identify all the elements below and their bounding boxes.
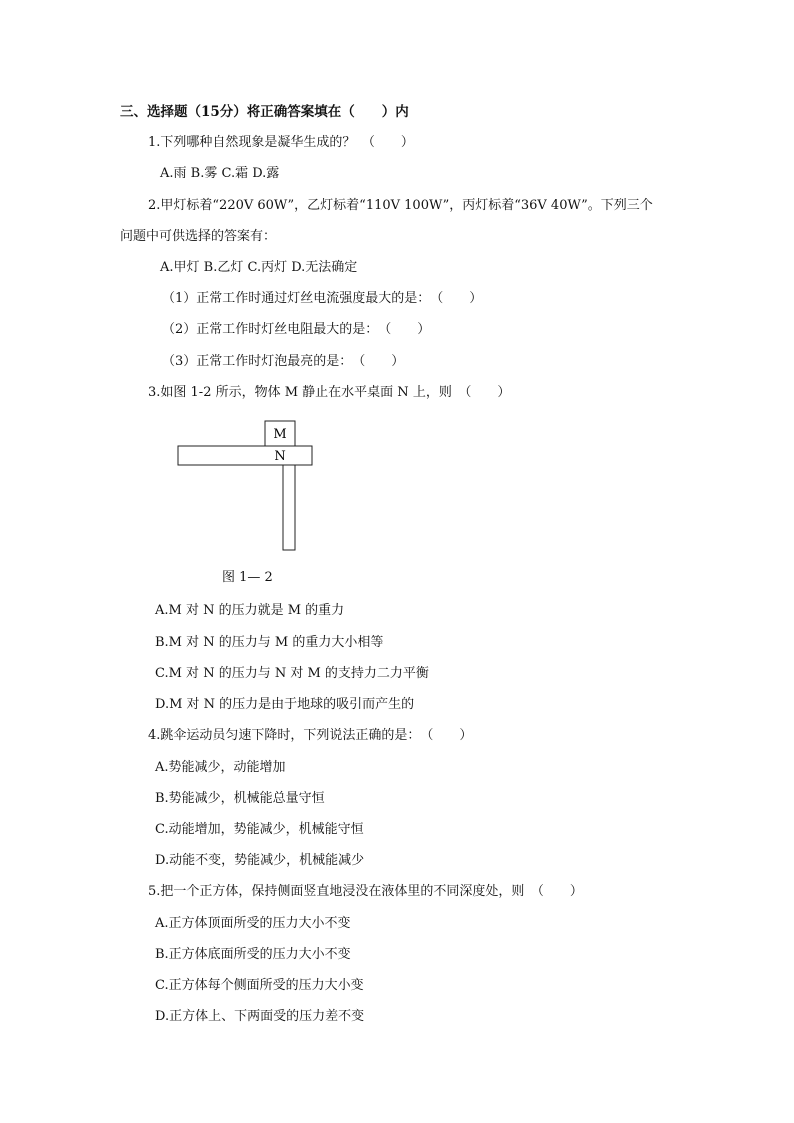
question-2-sub3: （3）正常工作时灯泡最亮的是： （ ） [162,354,405,369]
question-5-stem: 5.把一个正方体，保持侧面竖直地浸没在液体里的不同深度处，则 （ ） [148,884,583,899]
table-leg-shape [283,465,295,550]
question-3-option-b: B.M 对 N 的压力与 M 的重力大小相等 [155,635,384,650]
question-3-option-a: A.M 对 N 的压力就是 M 的重力 [155,603,345,618]
question-3-option-d: D.M 对 N 的压力是由于地球的吸引而产生的 [155,697,415,712]
question-4-option-d: D.动能不变，势能减少，机械能减少 [155,853,365,868]
figure-1-2 [176,418,316,552]
question-5-option-c: C.正方体每个侧面所受的压力大小变 [155,978,364,993]
question-1-options: A.雨 B.雾 C.霜 D.露 [160,166,280,181]
question-5-option-a: A.正方体顶面所受的压力大小不变 [155,916,351,931]
question-4-option-c: C.动能增加，势能减少，机械能守恒 [155,822,364,837]
section-title: 三、选择题（15分）将正确答案填在（ ）内 [120,104,409,120]
question-1-stem: 1.下列哪种自然现象是凝华生成的？ （ ） [148,135,414,150]
figure-caption: 图 1— 2 [222,570,273,585]
question-2-sub2: （2）正常工作时灯丝电阻最大的是： （ ） [162,322,431,337]
question-3-option-c: C.M 对 N 的压力与 N 对 M 的支持力二力平衡 [155,666,429,681]
tabletop-n-label: N [274,449,286,464]
question-4-option-b: B.势能减少，机械能总量守恒 [155,791,325,806]
question-4-option-a: A.势能减少，动能增加 [155,760,286,775]
question-3-stem: 3.如图 1-2 所示，物体 M 静止在水平桌面 N 上，则 （ ） [148,385,511,400]
block-m-label: M [273,427,287,442]
question-2-sub1: （1）正常工作时通过灯丝电流强度最大的是： （ ） [162,291,483,306]
question-2-stem-line1: 2.甲灯标着“220V 60W”，乙灯标着“110V 100W”，丙灯标着“36V 40W”。下列三个 [148,198,653,213]
question-4-stem: 4.跳伞运动员匀速下降时，下列说法正确的是： （ ） [148,728,473,743]
question-2-stem-line2: 问题中可供选择的答案有： [120,229,277,244]
table-diagram [176,418,316,552]
question-5-option-d: D.正方体上、下两面受的压力差不变 [155,1009,365,1024]
question-2-options: A.甲灯 B.乙灯 C.丙灯 D.无法确定 [160,260,358,275]
question-5-option-b: B.正方体底面所受的压力大小不变 [155,947,351,962]
tabletop-n-shape [178,446,312,465]
